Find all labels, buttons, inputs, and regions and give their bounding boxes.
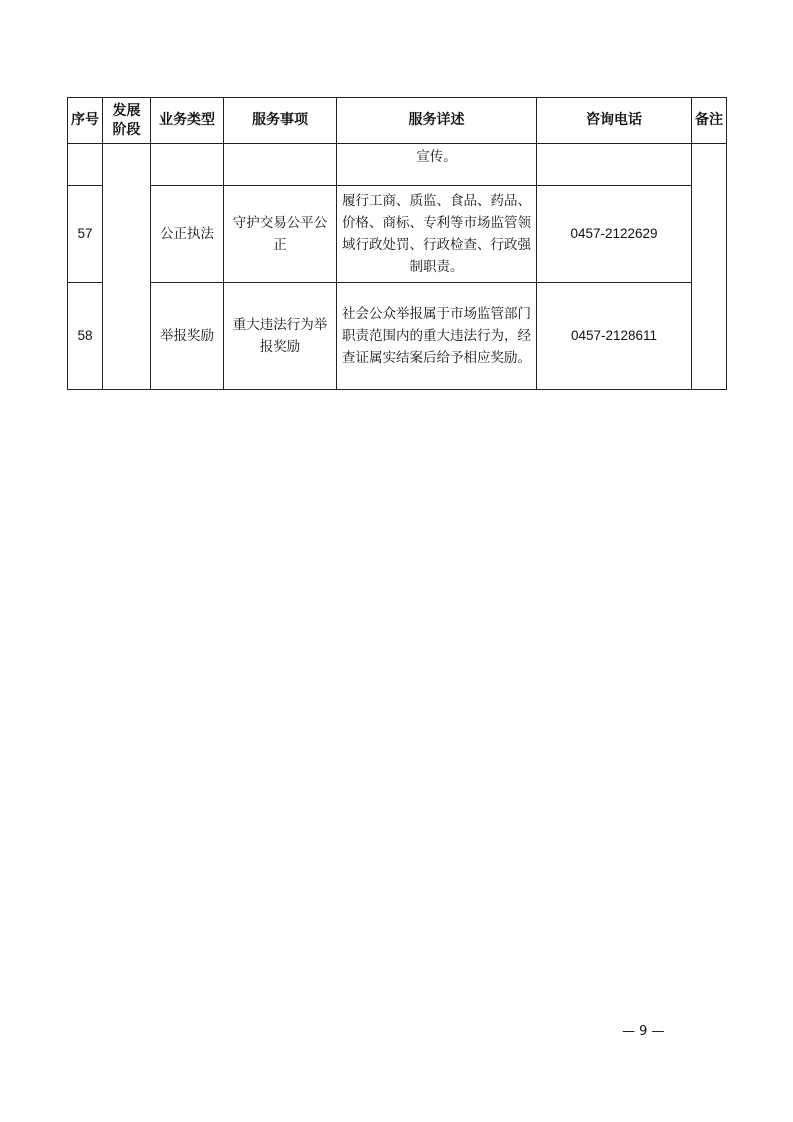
table-header-row (68, 98, 727, 144)
row-item: 守护交易公平公正 (224, 186, 337, 283)
row-phone: 0457-2128611 (537, 283, 692, 390)
table-row (68, 283, 727, 390)
row-phone (537, 144, 692, 186)
notes-cell (692, 144, 727, 390)
row-item (224, 144, 337, 186)
header-detail: 服务详述 (337, 98, 537, 144)
service-table (67, 97, 727, 390)
stage-cell (103, 144, 151, 390)
row-type (151, 144, 224, 186)
row-seq: 57 (68, 186, 103, 283)
header-notes: 备注 (692, 98, 727, 144)
header-stage: 发展阶段 (103, 98, 151, 144)
header-seq: 序号 (68, 98, 103, 144)
header-phone: 咨询电话 (537, 98, 692, 144)
table-row (68, 144, 727, 186)
row-detail: 社会公众举报属于市场监管部门职责范围内的重大违法行为，经查证属实结案后给予相应奖励。 (337, 283, 537, 390)
row-phone: 0457-2122629 (537, 186, 692, 283)
header-type: 业务类型 (151, 98, 224, 144)
header-item: 服务事项 (224, 98, 337, 144)
row-detail: 履行工商、质监、食品、药品、价格、商标、专利等市场监管领域行政处罚、行政检查、行政强制职责。 (337, 186, 537, 283)
row-item: 重大违法行为举报奖励 (224, 283, 337, 390)
row-type: 举报奖励 (151, 283, 224, 390)
row-seq: 58 (68, 283, 103, 390)
row-seq (68, 144, 103, 186)
row-detail: 宣传。 (337, 144, 537, 186)
row-type: 公正执法 (151, 186, 224, 283)
table-row (68, 186, 727, 283)
page-number: — 9 — (622, 1024, 665, 1039)
